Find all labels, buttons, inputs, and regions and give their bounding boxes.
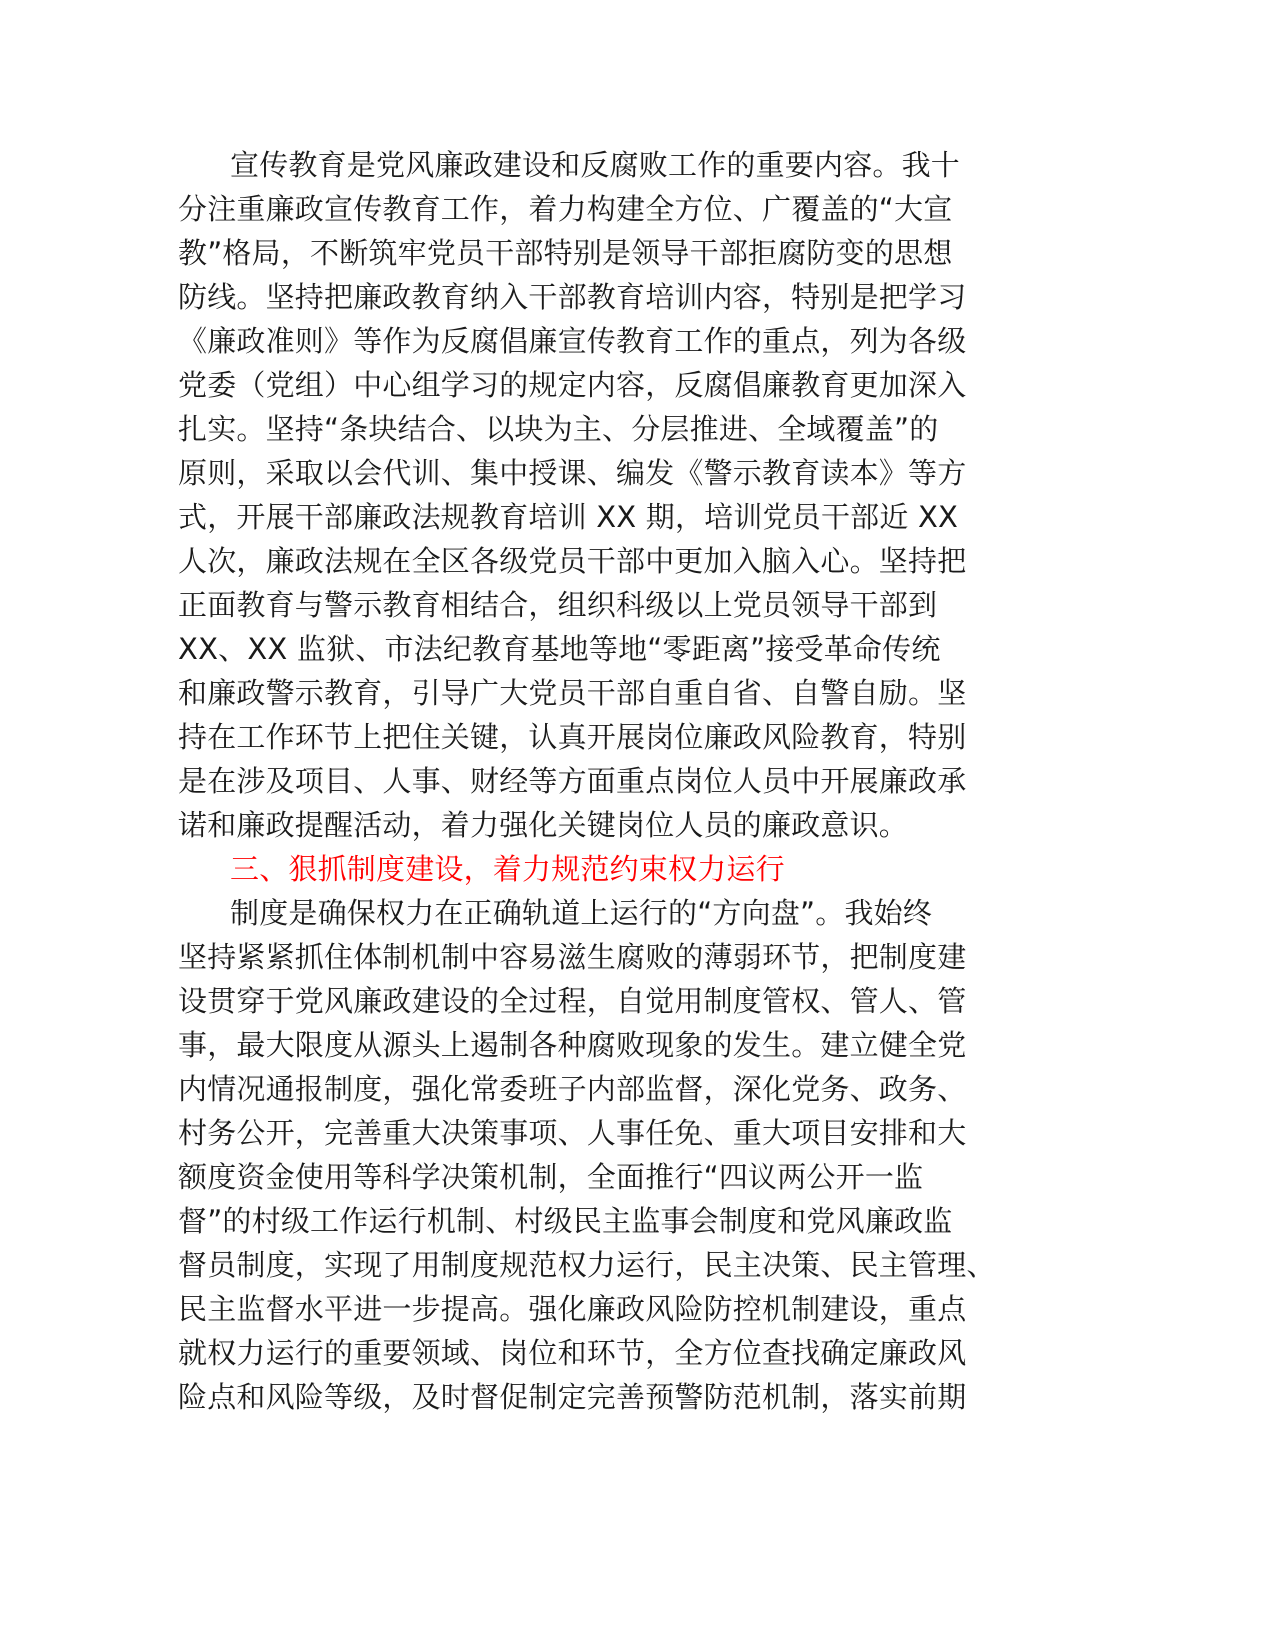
text-line: 民主监督水平进一步提高。强化廉政风险防控机制建设，重点 (178, 1292, 967, 1326)
text-line: 教”格局，不断筑牢党员干部特别是领导干部拒腐防变的思想 (178, 236, 953, 270)
paragraph-2 (178, 891, 1105, 1419)
section-heading: 三、狠抓制度建设，着力规范约束权力运行 (230, 852, 785, 886)
text-line: 设贯穿于党风廉政建设的全过程，自觉用制度管权、管人、管 (178, 984, 967, 1018)
text-line: 督”的村级工作运行机制、村级民主监事会制度和党风廉政监 (178, 1204, 953, 1238)
text-line: 原则，采取以会代训、集中授课、编发《警示教育读本》等方 (178, 456, 967, 490)
text-line: 额度资金使用等科学决策机制，全面推行“四议两公开一监 (178, 1160, 924, 1194)
text-line: 和廉政警示教育，引导广大党员干部自重自省、自警自励。坚 (178, 676, 967, 710)
text-line: 内情况通报制度，强化常委班子内部监督，深化党务、政务、 (178, 1072, 967, 1106)
text-line: 《廉政准则》等作为反腐倡廉宣传教育工作的重点，列为各级 (178, 324, 967, 358)
text-line: XX、XX 监狱、市法纪教育基地等地“零距离”接受革命传统 (178, 632, 941, 666)
text-line: 防线。坚持把廉政教育纳入干部教育培训内容，特别是把学习 (178, 280, 967, 314)
text-line: 分注重廉政宣传教育工作，着力构建全方位、广覆盖的“大宣 (178, 192, 953, 226)
paragraph-1 (178, 143, 1105, 847)
text-line: 人次，廉政法规在全区各级党员干部中更加入脑入心。坚持把 (178, 544, 967, 578)
text-line: 村务公开，完善重大决策事项、人事任免、重大项目安排和大 (178, 1116, 967, 1150)
text-line: 事，最大限度从源头上遏制各种腐败现象的发生。建立健全党 (178, 1028, 967, 1062)
text-line: 诺和廉政提醒活动，着力强化关键岗位人员的廉政意识。 (178, 808, 909, 842)
text-line: 坚持紧紧抓住体制机制中容易滋生腐败的薄弱环节，把制度建 (178, 940, 967, 974)
text-line: 督员制度，实现了用制度规范权力运行，民主决策、民主管理、 (178, 1248, 996, 1282)
text-line: 式，开展干部廉政法规教育培训 XX 期，培训党员干部近 XX (178, 500, 959, 534)
text-line: 党委（党组）中心组学习的规定内容，反腐倡廉教育更加深入 (178, 368, 967, 402)
text-line: 扎实。坚持“条块结合、以块为主、分层推进、全域覆盖”的 (178, 412, 939, 446)
text-line: 宣传教育是党风廉政建设和反腐败工作的重要内容。我十 (230, 148, 961, 182)
text-line: 是在涉及项目、人事、财经等方面重点岗位人员中开展廉政承 (178, 764, 967, 798)
text-line: 正面教育与警示教育相结合，组织科级以上党员领导干部到 (178, 588, 938, 622)
text-line: 持在工作环节上把住关键，认真开展岗位廉政风险教育，特别 (178, 720, 967, 754)
text-line: 险点和风险等级，及时督促制定完善预警防范机制，落实前期 (178, 1380, 967, 1414)
text-line: 制度是确保权力在正确轨道上运行的“方向盘”。我始终 (230, 896, 933, 930)
text-line: 就权力运行的重要领域、岗位和环节，全方位查找确定廉政风 (178, 1336, 967, 1370)
